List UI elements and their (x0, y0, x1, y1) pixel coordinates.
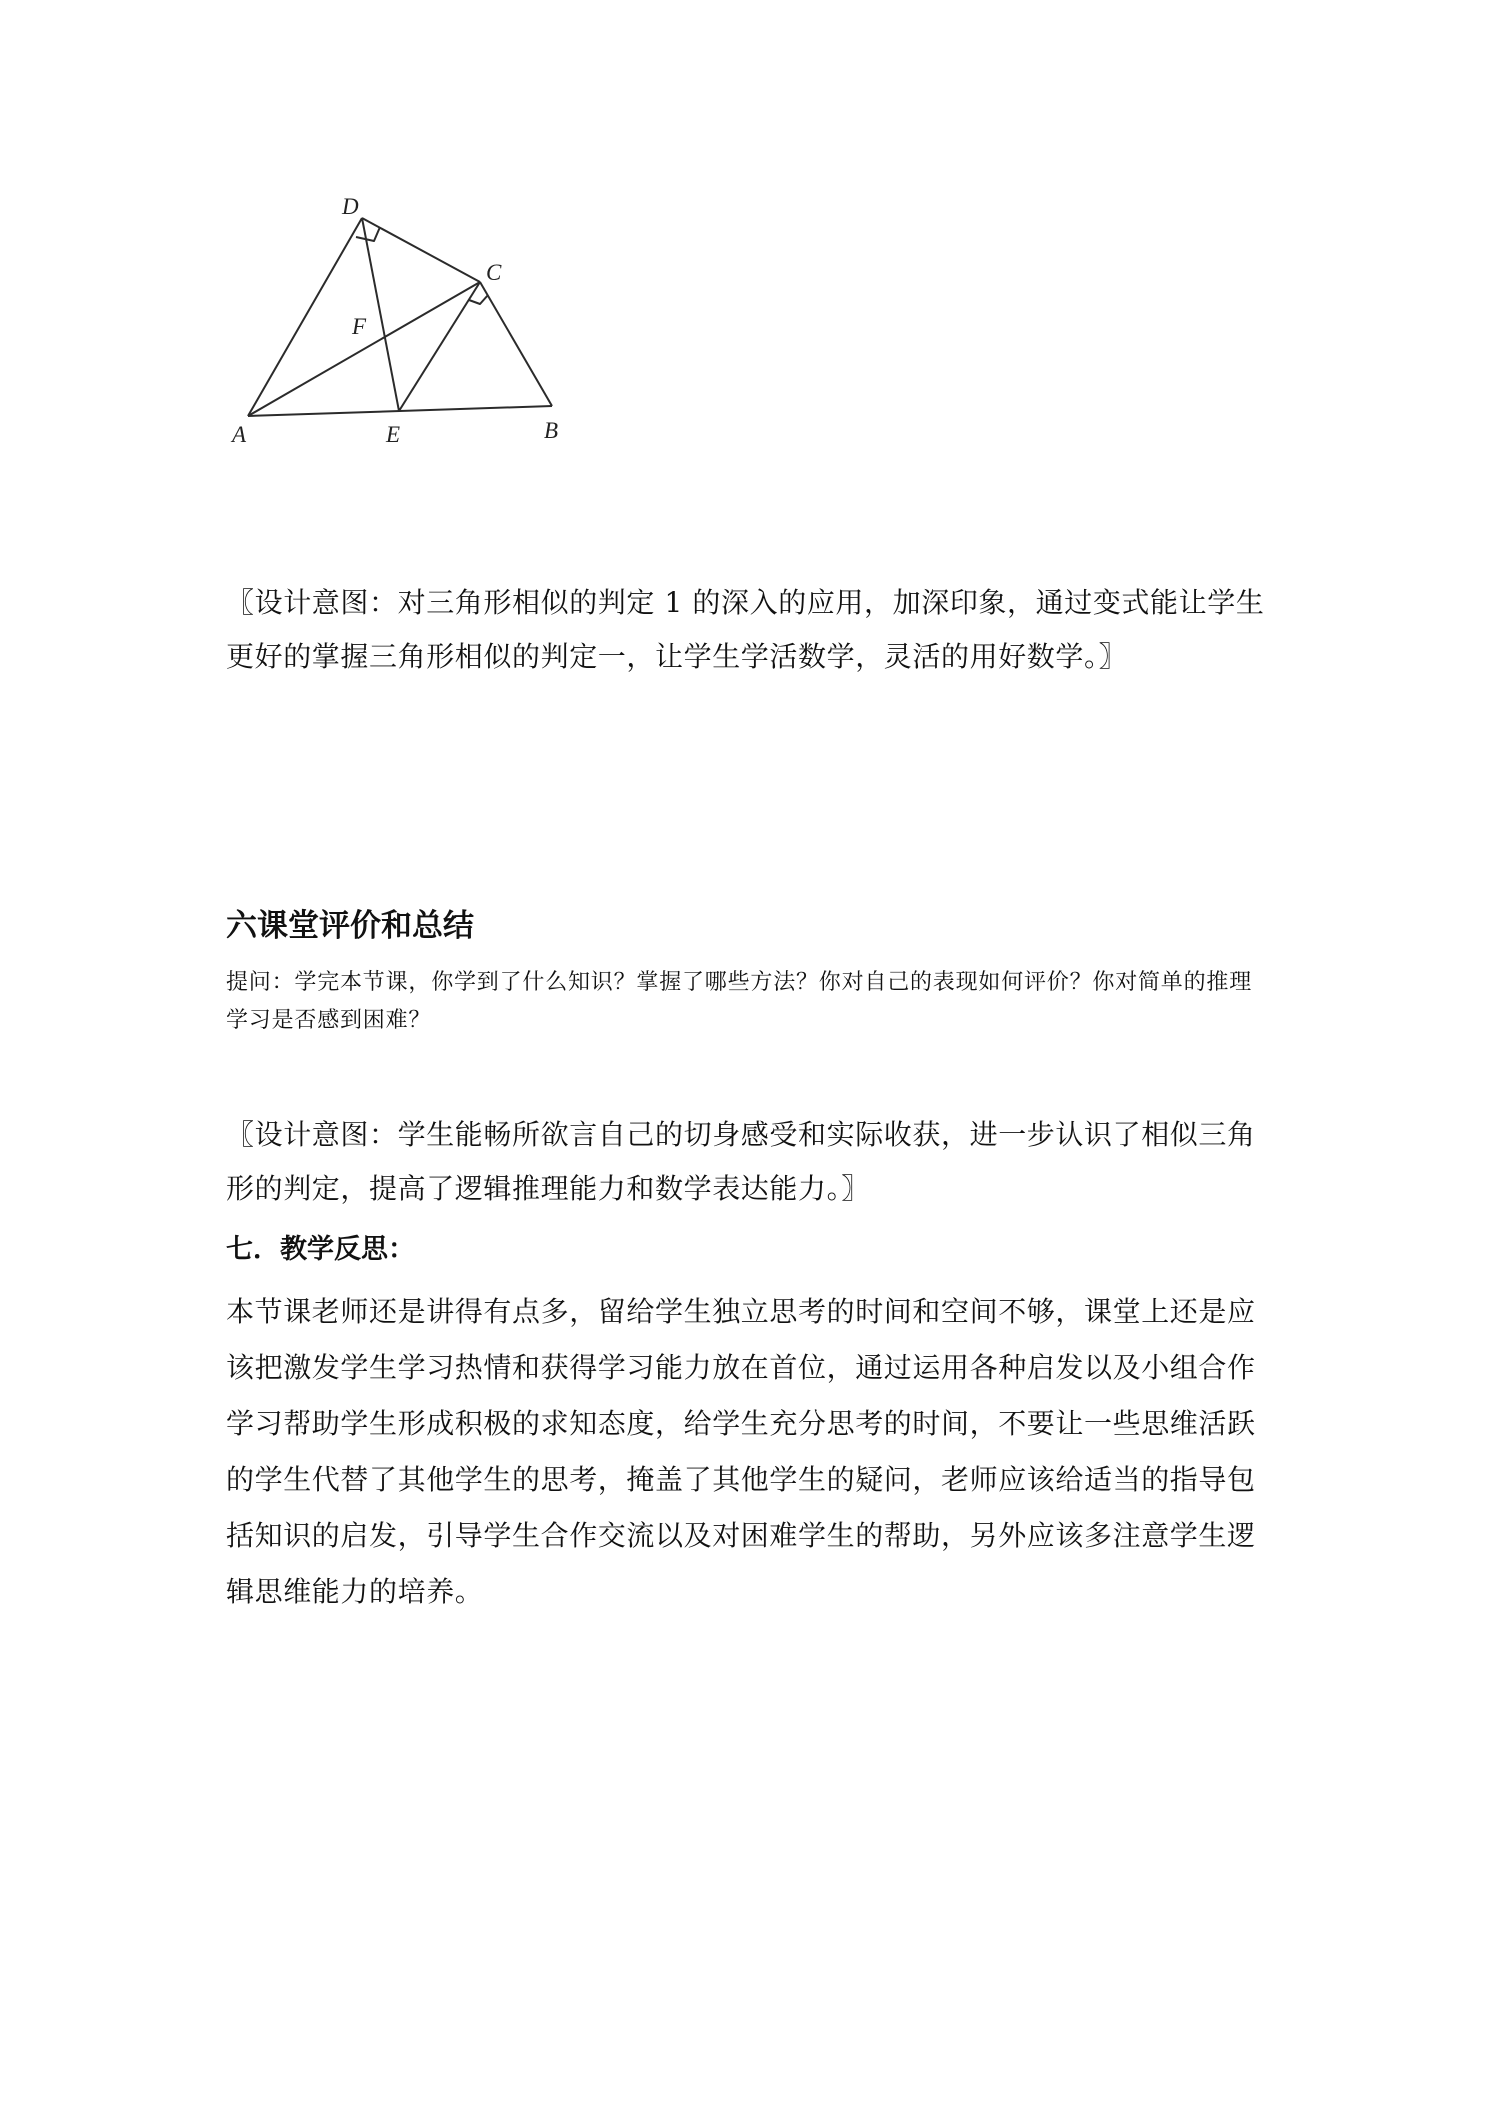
label-f: F (352, 314, 367, 339)
design-intent-2: 〖设计意图：学生能畅所欲言自己的切身感受和实际收获，进一步认识了相似三角形的判定，提高了逻辑推理能力和数学表达能力。〗 (226, 1118, 1256, 1205)
label-c: C (486, 260, 502, 285)
segment-cb (480, 282, 552, 406)
section-six-title: 六课堂评价和总结 (226, 908, 474, 944)
teaching-reflection: 本节课老师还是讲得有点多，留给学生独立思考的时间和空间不够，课堂上还是应该把激发学生学习热情和获得学习能力放在首位，通过运用各种启发以及小组合作学习帮助学生形成积极的求知态度，给学生充分思考的时间，不要让一些思维活跃的学生代替了其他学生的思考，掩盖了其他学生的疑问，老师应该给适当的指导包括知识的启发，引导学生合作交流以及对困难学生的帮助，另外应该多注意学生逻辑思维能力的培养。 (226, 1295, 1256, 1608)
triangle-diagram (226, 186, 596, 466)
label-e: E (386, 422, 401, 447)
segment-ad (248, 218, 362, 416)
label-b: B (544, 418, 559, 443)
segment-ec (399, 282, 480, 411)
section-six-question: 提问：学完本节课，你学到了什么知识？掌握了哪些方法？你对自己的表现如何评价？你对简单的推理学习是否感到困难？ (226, 970, 1253, 1033)
section-seven-title: 七．教学反思： (226, 1234, 415, 1265)
geometry-figure (226, 186, 596, 466)
segment-de (362, 218, 399, 411)
segment-ac (248, 282, 480, 416)
design-intent-1: 〖设计意图：对三角形相似的判定 1 的深入的应用，加深印象，通过变式能让学生更好的掌握三角形相似的判定一，让学生学活数学，灵活的用好数学。〗 (226, 586, 1265, 673)
label-d: D (342, 194, 359, 219)
right-angle-mark-d (356, 227, 380, 241)
label-a: A (232, 422, 247, 447)
